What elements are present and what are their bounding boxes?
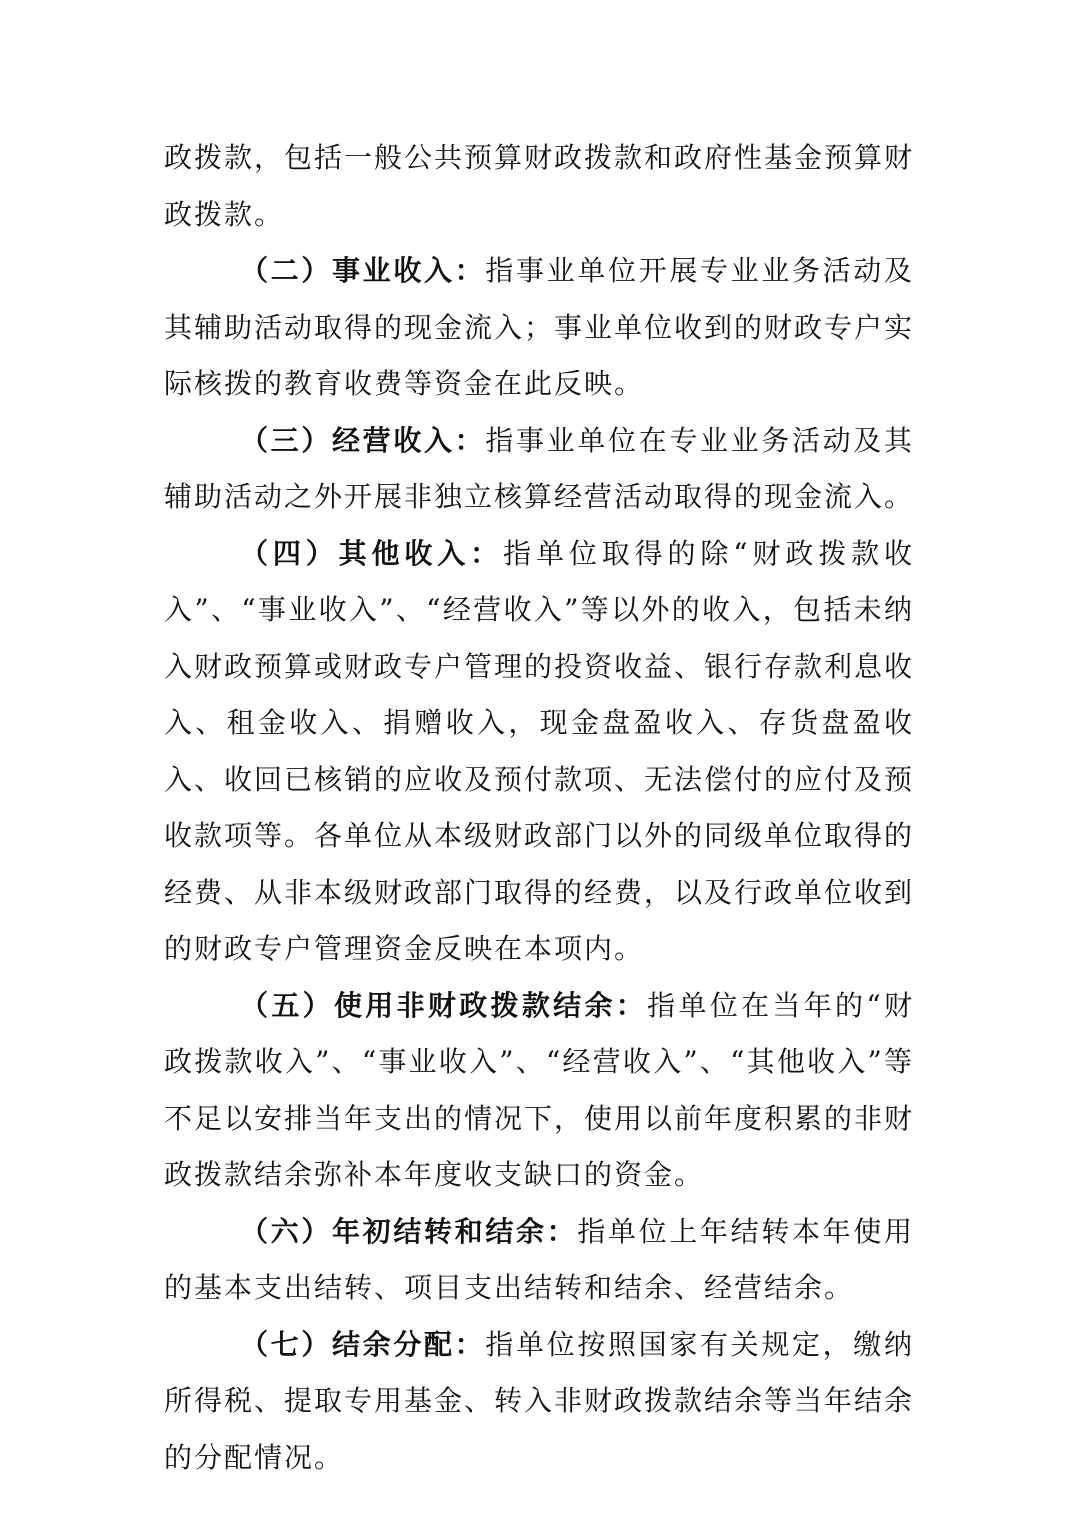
paragraph-text: 指单位在当年的“财政拨款收入”、“事业收入”、“经营收入”、“其他收入”等不足以安排当年支出的情况下，使用以前年度积累的非财政拨款结余弥补本年度收支缺口的资金。 bbox=[164, 988, 915, 1191]
document-body bbox=[164, 130, 914, 1486]
paragraph-heading: （二）事业收入： bbox=[240, 254, 486, 287]
paragraph-text: 指单位取得的除“财政拨款收入”、“事业收入”、“经营收入”等以外的收入，包括未纳入财政预算或财政专户管理的投资收益、银行存款利息收入、租金收入、捐赠收入，现金盘盈收入、存货盘盈收入、收回已核销的应收及预付款项、无法偿付的应付及预收款项等。各单位从本级财政部门以外的同级单位取得的经费、从非本级财政部门取得的经费，以及行政单位收到的财政专户管理资金反映在本项内。 bbox=[164, 536, 915, 965]
paragraph-other-income bbox=[164, 526, 914, 978]
paragraph-surplus-distribution bbox=[164, 1317, 914, 1487]
paragraph-heading: （四）其他收入： bbox=[240, 536, 504, 570]
paragraph-heading: （三）经营收入： bbox=[240, 423, 486, 457]
paragraph-text: 指事业单位在专业业务活动及其辅助活动之外开展非独立核算经营活动取得的现金流入。 bbox=[164, 423, 915, 513]
paragraph-heading: （七）结余分配： bbox=[240, 1327, 486, 1361]
paragraph-heading: （五）使用非财政拨款结余： bbox=[240, 988, 648, 1022]
paragraph-text: 政拨款，包括一般公共预算财政拨款和政府性基金预算财政拨款。 bbox=[164, 141, 915, 231]
paragraph-heading: （六）年初结转和结余： bbox=[240, 1214, 578, 1248]
paragraph-text: 指单位上年结转本年使用的基本支出结转、项目支出结转和结余、经营结余。 bbox=[164, 1214, 914, 1304]
paragraph-operating-income bbox=[164, 413, 914, 526]
paragraph-continuation bbox=[164, 130, 914, 243]
paragraph-carryover bbox=[164, 1204, 914, 1317]
paragraph-non-fiscal-surplus bbox=[164, 978, 914, 1204]
paragraph-text: 指单位按照国家有关规定，缴纳所得税、提取专用基金、转入非财政拨款结余等当年结余的分配情况。 bbox=[164, 1327, 915, 1474]
paragraph-text: 指事业单位开展专业业务活动及其辅助活动取得的现金流入；事业单位收到的财政专户实际核拨的教育收费等资金在此反映。 bbox=[164, 254, 915, 400]
paragraph-business-income bbox=[164, 243, 914, 413]
